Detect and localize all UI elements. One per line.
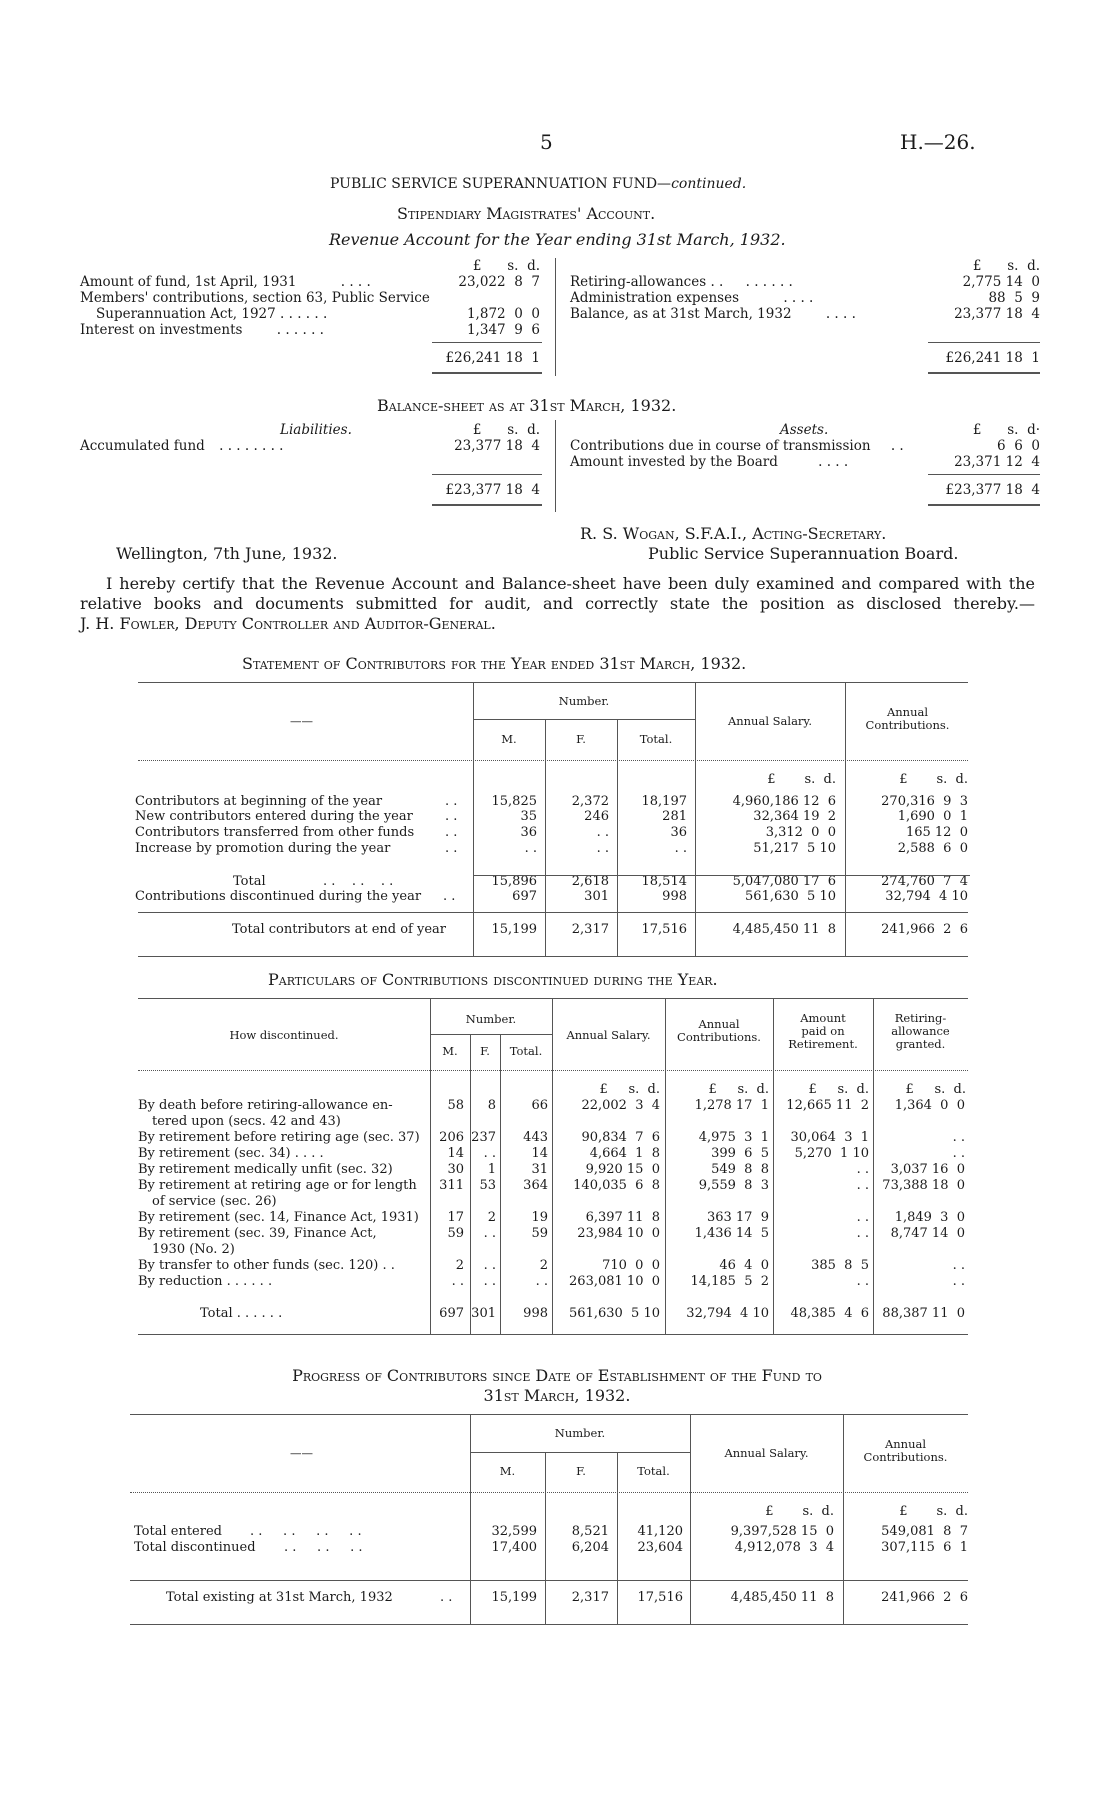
statement-row-1-label: New contributors entered during the year	[135, 809, 413, 824]
fund-title	[330, 176, 746, 192]
statement-row-2	[135, 825, 458, 840]
progress-end-row	[166, 1590, 453, 1605]
progress-header-rule	[130, 1492, 968, 1493]
progress-title-line-1: Progress of Contributors since Date of Establishment of the Fund to	[292, 1366, 822, 1385]
particulars-row-7-salary: 710 0 0	[602, 1258, 660, 1273]
progress-row-0-m: 32,599	[491, 1524, 537, 1539]
particulars-row-3-salary: 9,920 15 0	[585, 1162, 660, 1177]
revenue-right-double-rule	[928, 372, 1040, 374]
progress-row-0-f: 8,521	[571, 1524, 609, 1539]
certificate-line-1: I hereby certify that the Revenue Account and Balance-sheet have been duly examined and compared with the	[106, 574, 1035, 593]
particulars-row-6-paid: . .	[856, 1226, 869, 1241]
particulars-number-header: Number.	[465, 1012, 517, 1026]
particulars-units-2: £ s. d.	[808, 1082, 869, 1097]
particulars-row-1-salary: 90,834 7 6	[581, 1130, 660, 1145]
lsd-header-balance-left: £ s. d.	[472, 422, 540, 438]
balance-right-double-rule	[928, 504, 1040, 506]
particulars-row-6-label: By retirement (sec. 39, Finance Act,	[138, 1226, 377, 1241]
balance-right-row-1: Amount invested by the Board . . . .	[570, 454, 849, 470]
lsd-shilling: s.	[1007, 258, 1019, 274]
statement-salary-header: Annual Salary.	[727, 714, 813, 728]
document-reference: H.—26.	[900, 130, 976, 154]
progress-row-1-f: 6,204	[571, 1540, 609, 1555]
progress-end-f: 2,317	[571, 1590, 609, 1605]
particulars-row-2-paid: 5,270 1 10	[794, 1146, 869, 1161]
particulars-row-4-f: 53	[479, 1178, 496, 1193]
particulars-row-3-label: By retirement medically unfit (sec. 32)	[138, 1162, 393, 1177]
particulars-row-5-paid: . .	[856, 1210, 869, 1225]
statement-disc_row-total: 998	[662, 889, 687, 904]
revenue-right-amount-0: 2,775 14 0	[962, 274, 1040, 290]
place-date: Wellington, 7th June, 1932.	[116, 544, 338, 563]
particulars-row-3-contrib: 549 8 8	[711, 1162, 769, 1177]
particulars-row-4-label: By retirement at retiring age or for length	[138, 1178, 417, 1193]
statement-end_row-f: 2,317	[571, 922, 609, 937]
progress-row-1-dots: . . . . . .	[284, 1540, 363, 1555]
certificate-line-2: relative books and documents submitted for audit, and correctly state the position as disclosed thereby.—	[80, 594, 1035, 613]
statement-end-row-label: Total contributors at end of year	[232, 922, 446, 937]
particulars-row-7-f: . .	[483, 1258, 496, 1273]
certificate-line-3: J. H. Fowler, Deputy Controller and Auditor-General.	[80, 614, 496, 633]
particulars-row-8-salary: 263,081 10 0	[569, 1274, 660, 1289]
progress-row-1-salary: 4,912,078 3 4	[734, 1540, 834, 1555]
statement-m-header: M.	[501, 732, 517, 746]
particulars-row-8-contrib: 14,185 5 2	[690, 1274, 769, 1289]
revenue-left-rule	[432, 342, 542, 343]
particulars-row-0-ret: 1,364 0 0	[894, 1098, 965, 1113]
progress-number-header: Number.	[554, 1426, 606, 1440]
progress-row-0-dots: . . . . . . . .	[250, 1524, 362, 1539]
revenue-left-double-rule	[432, 372, 542, 374]
statement-salary-units: £ s. d.	[767, 772, 836, 787]
revenue-right-row-2: Balance, as at 31st March, 1932 . . . .	[570, 306, 856, 322]
balance-right-total: £23,377 18 4	[945, 482, 1040, 498]
balance-right-amount-0: 6 6 0	[997, 438, 1040, 454]
statement-row-3-contrib: 2,588 6 0	[897, 841, 968, 856]
balance-right-rule	[928, 474, 1040, 475]
statement-row-1-dots: . .	[445, 809, 458, 824]
particulars-row-0-f: 8	[487, 1098, 496, 1113]
progress-row-1	[134, 1540, 363, 1555]
statement-number-header: Number.	[558, 694, 610, 708]
particulars-row-1-f: 237	[471, 1130, 496, 1145]
statement-total_row-contrib: 274,760 7 4	[881, 874, 968, 889]
audit-certificate	[80, 574, 1035, 634]
particulars-row-7-total: 2	[539, 1258, 548, 1273]
progress-total-header: Total.	[637, 1464, 670, 1478]
revenue-left-row-0: Amount of fund, 1st April, 1931 . . . .	[80, 274, 371, 290]
particulars-row-1-paid: 30,064 3 1	[790, 1130, 869, 1145]
statement-end_row-salary: 4,485,450 11 8	[732, 922, 836, 937]
statement-row-1-f: 246	[584, 809, 609, 824]
particulars-total-ret: 88,387 11 0	[882, 1306, 965, 1321]
balance-left-row-0: Accumulated fund . . . . . . . .	[80, 438, 284, 454]
assets-heading: Assets.	[780, 422, 829, 438]
revenue-right-amount-2: 23,377 18 4	[954, 306, 1040, 322]
progress-salary-units: £ s. d.	[765, 1504, 834, 1519]
statement-disc_row-f: 301	[584, 889, 609, 904]
particulars-row-1-m: 206	[439, 1130, 464, 1145]
lsd-pence: d.	[1027, 258, 1040, 274]
progress-dash: ——	[290, 1446, 313, 1460]
statement-row-0-m: 15,825	[491, 794, 537, 809]
revenue-left-row-3: Interest on investments . . . . . .	[80, 322, 324, 338]
statement-disc_row-m: 697	[512, 889, 537, 904]
particulars-row-6-contrib: 1,436 14 5	[694, 1226, 769, 1241]
particulars-total-header: Total.	[509, 1044, 543, 1058]
particulars-row-6-total: 59	[531, 1226, 548, 1241]
statement-disc-row-dots: . .	[443, 889, 456, 904]
statement-disc_row-salary: 561,630 5 10	[745, 889, 836, 904]
signature-board: Public Service Superannuation Board.	[648, 544, 959, 563]
revenue-account-title: Revenue Account for the Year ending 31st March, 1932.	[329, 230, 786, 249]
particulars-row-4-total: 364	[523, 1178, 548, 1193]
statement-total-row-label: Total	[233, 874, 266, 889]
statement-row-1	[135, 809, 458, 824]
statement-total-row	[233, 874, 394, 889]
particulars-paid-header: Amount paid on Retirement.	[788, 1011, 858, 1051]
particulars-how-header: How discontinued.	[229, 1028, 339, 1042]
lsd-header-balance-right: £ s. d·	[972, 422, 1040, 438]
particulars-top-rule	[138, 998, 968, 999]
particulars-title: Particulars of Contributions discontinued during the Year.	[268, 970, 718, 989]
balance-left-total: £23,377 18 4	[445, 482, 540, 498]
statement-row-3-label: Increase by promotion during the year	[135, 841, 391, 856]
particulars-row-6-m: 59	[447, 1226, 464, 1241]
statement-f-header: F.	[576, 732, 586, 746]
progress-row-1-label: Total discontinued	[134, 1540, 256, 1555]
revenue-right-total: £26,241 18 1	[945, 350, 1040, 366]
statement-row-1-salary: 32,364 19 2	[753, 809, 836, 824]
progress-m-header: M.	[499, 1464, 516, 1478]
particulars-row-1-total: 443	[523, 1130, 548, 1145]
statement-dash: ——	[290, 714, 313, 728]
statement-disc_row-contrib: 32,794 4 10	[885, 889, 968, 904]
balance-right-row-0: Contributions due in course of transmission . .	[570, 438, 904, 454]
particulars-row-7-paid: 385 8 5	[811, 1258, 869, 1273]
statement-row-3-f: . .	[596, 841, 609, 856]
progress-contrib-header: Annual Contributions.	[863, 1437, 948, 1464]
lsd-header-right	[940, 258, 1040, 274]
particulars-row-7-m: 2	[455, 1258, 464, 1273]
statement-end_row-contrib: 241,966 2 6	[881, 922, 968, 937]
particulars-row-3-ret: 3,037 16 0	[890, 1162, 965, 1177]
progress-bottom-rule	[130, 1624, 968, 1625]
statement-row-0-f: 2,372	[571, 794, 609, 809]
particulars-row-4-m: 311	[439, 1178, 464, 1193]
particulars-row-4-salary: 140,035 6 8	[573, 1178, 660, 1193]
progress-end-contrib: 241,966 2 6	[881, 1590, 968, 1605]
particulars-row-1-contrib: 4,975 3 1	[698, 1130, 769, 1145]
progress-salary-header: Annual Salary.	[724, 1446, 809, 1460]
statement-total-row-dots: . . . . . .	[323, 874, 394, 889]
particulars-row-0-label-cont: tered upon (secs. 42 and 43)	[152, 1114, 341, 1129]
particulars-row-7-contrib: 46 4 0	[719, 1258, 769, 1273]
statement-row-0	[135, 794, 458, 809]
statement-end_row-m: 15,199	[491, 922, 537, 937]
particulars-row-7-ret: . .	[952, 1258, 965, 1273]
particulars-row-5-salary: 6,397 11 8	[585, 1210, 660, 1225]
statement-row-0-dots: . .	[445, 794, 458, 809]
balance-left-rule	[432, 474, 542, 475]
statement-subtotal-rule	[473, 875, 970, 876]
statement-row-2-contrib: 165 12 0	[905, 825, 968, 840]
particulars-number-rule	[430, 1034, 552, 1035]
statement-row-2-f: . .	[596, 825, 609, 840]
progress-row-0-contrib: 549,081 8 7	[881, 1524, 968, 1539]
statement-end-row	[232, 922, 446, 937]
statement-row-0-salary: 4,960,186 12 6	[732, 794, 836, 809]
balance-right-amount-1: 23,371 12 4	[954, 454, 1040, 470]
particulars-row-1-label: By retirement before retiring age (sec. 37)	[138, 1130, 420, 1145]
particulars-total-contrib: 32,794 4 10	[686, 1306, 769, 1321]
statement-total_row-m: 15,896	[491, 874, 537, 889]
statement-disc-row	[135, 889, 456, 904]
revenue-right-rule	[928, 342, 1040, 343]
particulars-row-4-ret: 73,388 18 0	[882, 1178, 965, 1193]
statement-disc-row-label: Contributions discontinued during the year	[135, 889, 422, 904]
statement-row-2-label: Contributors transferred from other funds	[135, 825, 415, 840]
progress-number-rule	[470, 1452, 690, 1453]
progress-end-m: 15,199	[491, 1590, 537, 1605]
statement-total_row-f: 2,618	[571, 874, 609, 889]
particulars-row-5-label: By retirement (sec. 14, Finance Act, 1931)	[138, 1210, 419, 1225]
particulars-row-2-m: 14	[447, 1146, 464, 1161]
revenue-left-amount-0: 23,022 8 7	[458, 274, 540, 290]
statement-row-3-dots: . .	[445, 841, 458, 856]
particulars-row-8-m: . .	[451, 1274, 464, 1289]
revenue-left-amount-3: 1,347 9 6	[466, 322, 540, 338]
lsd-pence: d.	[527, 258, 540, 274]
statement-top-rule	[138, 682, 968, 683]
revenue-right-row-1: Administration expenses . . . .	[570, 290, 814, 306]
statement-row-0-contrib: 270,316 9 3	[881, 794, 968, 809]
progress-end-row-label: Total existing at 31st March, 1932	[166, 1590, 393, 1605]
particulars-row-2-contrib: 399 6 5	[711, 1146, 769, 1161]
statement-row-3-m: . .	[524, 841, 537, 856]
particulars-row-4-label-cont: of service (sec. 26)	[152, 1194, 277, 1209]
particulars-row-4-paid: . .	[856, 1178, 869, 1193]
particulars-row-5-ret: 1,849 3 0	[894, 1210, 965, 1225]
statement-row-3-total: . .	[674, 841, 687, 856]
progress-row-1-m: 17,400	[491, 1540, 537, 1555]
particulars-row-8-paid: . .	[856, 1274, 869, 1289]
revenue-left-row-2: Superannuation Act, 1927 . . . . . .	[96, 306, 328, 322]
progress-row-0-salary: 9,397,528 15 0	[730, 1524, 834, 1539]
lsd-shilling: s.	[507, 258, 519, 274]
progress-row-1-total: 23,604	[637, 1540, 683, 1555]
statement-row-2-total: 36	[670, 825, 687, 840]
particulars-salary-header: Annual Salary.	[566, 1028, 651, 1042]
particulars-units-1: £ s. d.	[708, 1082, 769, 1097]
revenue-left-amount-2: 1,872 0 0	[466, 306, 540, 322]
statement-row-1-m: 35	[520, 809, 537, 824]
particulars-row-2-f: . .	[483, 1146, 496, 1161]
particulars-row-0-label: By death before retiring-allowance en-	[138, 1098, 393, 1113]
particulars-row-8-total: . .	[535, 1274, 548, 1289]
particulars-row-1-ret: . .	[952, 1130, 965, 1145]
balance-left-amount-0: 23,377 18 4	[454, 438, 540, 454]
statement-contrib-header: Annual Contributions.	[865, 705, 950, 732]
particulars-row-2-label: By retirement (sec. 34) . . . .	[138, 1146, 324, 1161]
progress-contrib-units: £ s. d.	[899, 1504, 968, 1519]
particulars-row-0-total: 66	[531, 1098, 548, 1113]
progress-end-row-dots: . .	[440, 1590, 453, 1605]
particulars-total-m: 697	[439, 1306, 464, 1321]
particulars-units-0: £ s. d.	[599, 1082, 660, 1097]
particulars-row-2-ret: . .	[952, 1146, 965, 1161]
particulars-row-4-contrib: 9,559 8 3	[698, 1178, 769, 1193]
particulars-row-5-f: 2	[487, 1210, 496, 1225]
particulars-units-3: £ s. d.	[905, 1082, 966, 1097]
statement-total_row-salary: 5,047,080 17 6	[732, 874, 836, 889]
particulars-total-label: Total . . . . . .	[200, 1306, 283, 1321]
particulars-bottom-rule	[138, 1334, 968, 1335]
liabilities-heading: Liabilities.	[280, 422, 352, 438]
statement-row-0-label: Contributors at beginning of the year	[135, 794, 383, 809]
particulars-row-5-m: 17	[447, 1210, 464, 1225]
account-title: Stipendiary Magistrates' Account.	[397, 204, 656, 223]
progress-end-rule	[130, 1580, 968, 1581]
revenue-left-row-1: Members' contributions, section 63, Public Service	[80, 290, 430, 306]
particulars-row-0-contrib: 1,278 17 1	[694, 1098, 769, 1113]
progress-row-0-label: Total entered	[134, 1524, 222, 1539]
revenue-left-total: £26,241 18 1	[445, 350, 540, 366]
statement-row-2-m: 36	[520, 825, 537, 840]
particulars-row-3-m: 30	[447, 1162, 464, 1177]
particulars-total-f: 301	[471, 1306, 496, 1321]
statement-end-rule	[138, 912, 968, 913]
particulars-row-3-f: 1	[487, 1162, 496, 1177]
progress-row-0	[134, 1524, 362, 1539]
particulars-row-8-label: By reduction . . . . . .	[138, 1274, 273, 1289]
particulars-row-7-label: By transfer to other funds (sec. 120) . .	[138, 1258, 395, 1273]
progress-title-line-2: 31st March, 1932.	[483, 1386, 631, 1405]
statement-contrib-units: £ s. d.	[899, 772, 968, 787]
progress-row-1-contrib: 307,115 6 1	[881, 1540, 968, 1555]
lsd-pound: £	[972, 258, 982, 274]
statement-bottom-rule	[138, 956, 968, 957]
particulars-row-3-total: 31	[531, 1162, 548, 1177]
statement-row-2-salary: 3,312 0 0	[765, 825, 836, 840]
page-number: 5	[540, 130, 553, 154]
particulars-ret-header: Retiring- allowance granted.	[891, 1011, 950, 1051]
particulars-total-total: 998	[523, 1306, 548, 1321]
particulars-row-0-salary: 22,002 3 4	[581, 1098, 660, 1113]
statement-total_row-total: 18,514	[641, 874, 687, 889]
signature-name: R. S. Wogan, S.F.A.I., Acting-Secretary.	[580, 524, 887, 543]
statement-row-0-total: 18,197	[641, 794, 687, 809]
particulars-row-2-salary: 4,664 1 8	[589, 1146, 660, 1161]
progress-f-header: F.	[576, 1464, 586, 1478]
progress-title	[100, 1366, 1014, 1406]
particulars-row-6-salary: 23,984 10 0	[577, 1226, 660, 1241]
statement-row-2-dots: . .	[445, 825, 458, 840]
statement-number-rule	[473, 719, 695, 720]
particulars-contrib-header: Annual Contributions.	[677, 1017, 761, 1044]
fund-title-main: PUBLIC SERVICE SUPERANNUATION FUND—	[330, 176, 672, 192]
particulars-m-header: M.	[442, 1044, 458, 1058]
particulars-row-8-f: . .	[483, 1274, 496, 1289]
particulars-row-5-contrib: 363 17 9	[706, 1210, 769, 1225]
particulars-f-header: F.	[480, 1044, 490, 1058]
lsd-header-left	[440, 258, 540, 274]
particulars-row-0-m: 58	[447, 1098, 464, 1113]
fund-title-continued: continued.	[671, 176, 747, 192]
particulars-row-8-ret: . .	[952, 1274, 965, 1289]
particulars-row-0-paid: 12,665 11 2	[786, 1098, 869, 1113]
balance-sheet-title: Balance-sheet as at 31st March, 1932.	[377, 396, 677, 415]
statement-row-1-contrib: 1,690 0 1	[897, 809, 968, 824]
revenue-right-amount-1: 88 5 9	[988, 290, 1040, 306]
balance-left-double-rule	[432, 504, 542, 506]
particulars-row-5-total: 19	[531, 1210, 548, 1225]
statement-total-header: Total.	[639, 732, 673, 746]
progress-end-total: 17,516	[637, 1590, 683, 1605]
statement-row-3-salary: 51,217 5 10	[753, 841, 836, 856]
particulars-total-paid: 48,385 4 6	[790, 1306, 869, 1321]
lsd-pound: £	[472, 258, 482, 274]
particulars-row-6-ret: 8,747 14 0	[890, 1226, 965, 1241]
statement-end_row-total: 17,516	[641, 922, 687, 937]
statement-row-3	[135, 841, 458, 856]
particulars-row-2-total: 14	[531, 1146, 548, 1161]
particulars-total-salary: 561,630 5 10	[569, 1306, 660, 1321]
particulars-row-6-f: . .	[483, 1226, 496, 1241]
particulars-row-6-label-cont: 1930 (No. 2)	[152, 1242, 235, 1257]
particulars-header-rule	[138, 1070, 968, 1071]
particulars-row-3-paid: . .	[856, 1162, 869, 1177]
balance-divider	[555, 420, 556, 512]
statement-title: Statement of Contributors for the Year ended 31st March, 1932.	[242, 654, 747, 673]
progress-end-salary: 4,485,450 11 8	[730, 1590, 834, 1605]
revenue-right-row-0: Retiring-allowances . . . . . . . .	[570, 274, 793, 290]
revenue-divider	[555, 258, 556, 376]
statement-header-rule	[138, 760, 968, 761]
progress-row-0-total: 41,120	[637, 1524, 683, 1539]
statement-row-1-total: 281	[662, 809, 687, 824]
